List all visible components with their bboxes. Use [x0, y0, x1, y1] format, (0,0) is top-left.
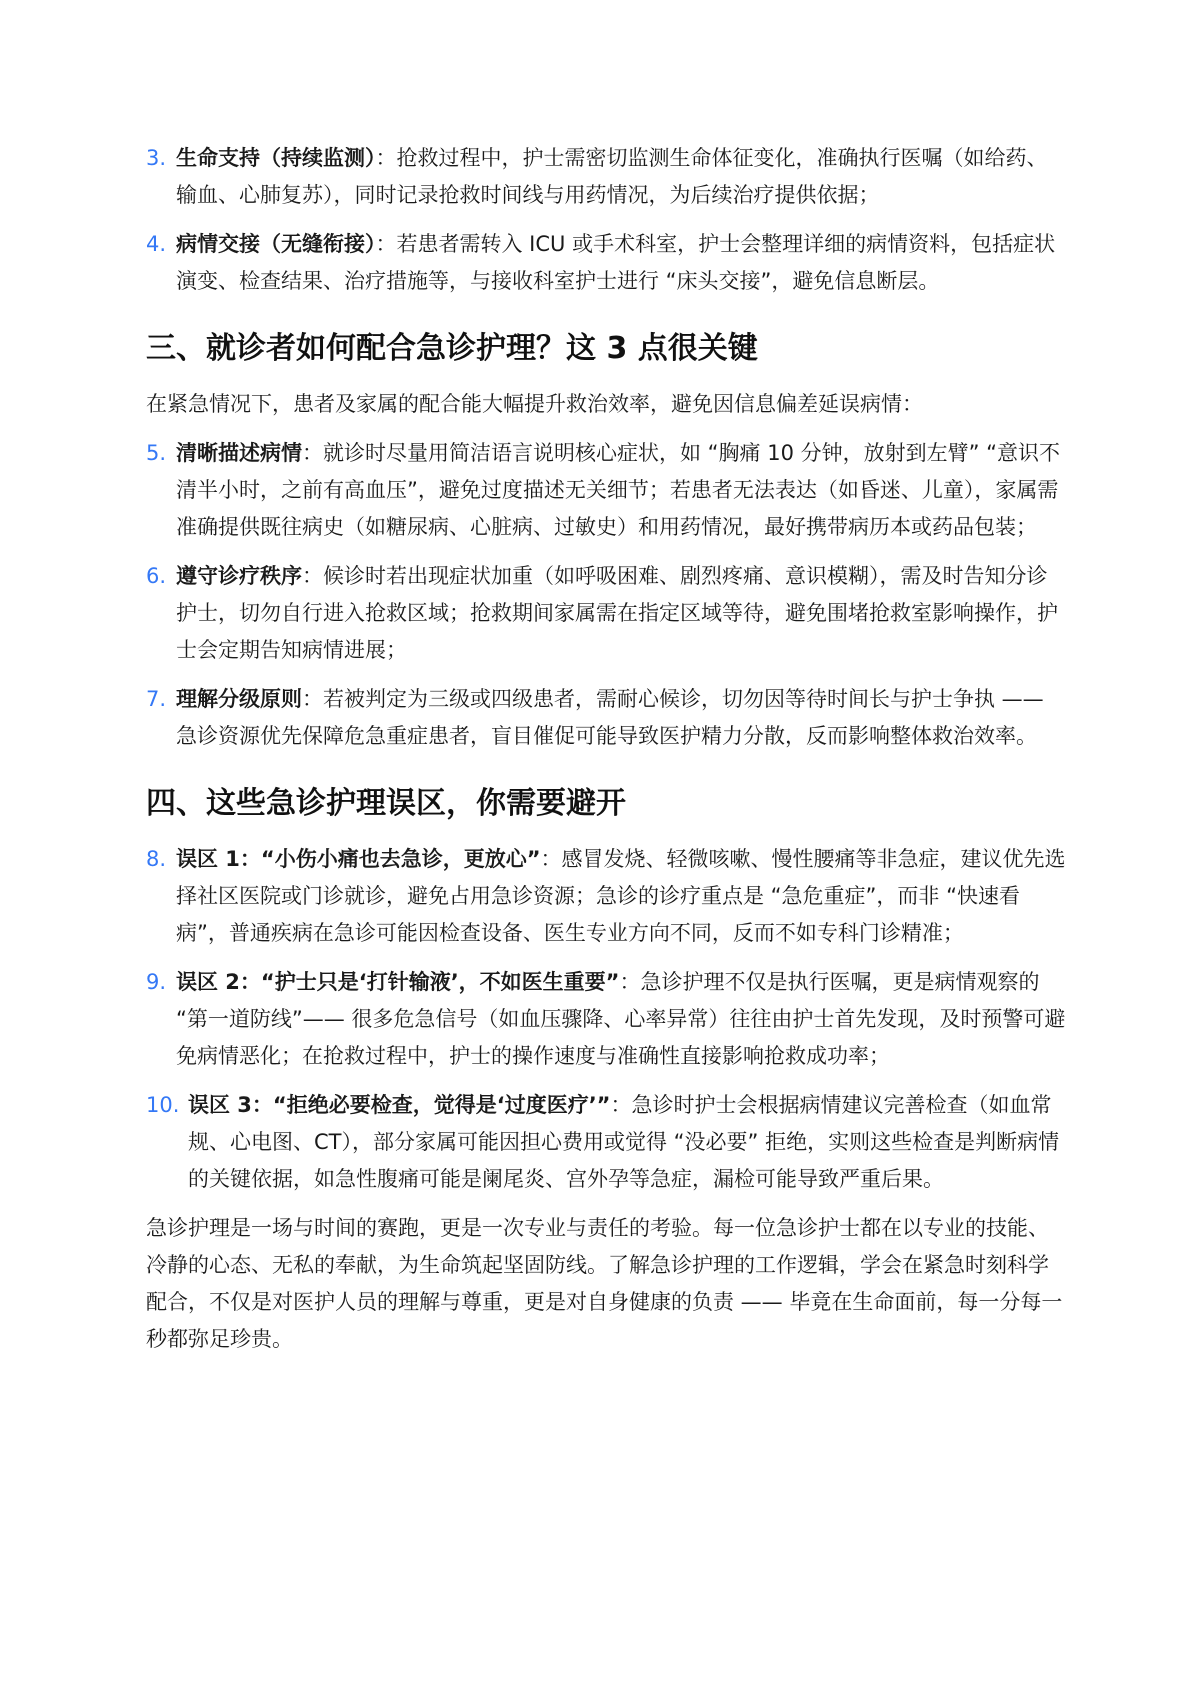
item-text: 感冒发烧、轻微咳嗽、慢性腰痛等非急症，建议优先选择社区医院或门诊就诊，避免占用急诊资源；急诊的诊疗重点是 “急危重症”，而非 “快速看病”，普通疾病在急诊可能因检查设备、医生专业方向不同，反而不如专科门诊精准； — [176, 847, 1066, 945]
item-text: 抢救过程中，护士需密切监测生命体征变化，准确执行医嘱（如给药、输血、心肺复苏），同时记录抢救时间线与用药情况，为后续治疗提供依据； — [176, 146, 1048, 207]
item-separator: ： — [302, 687, 323, 711]
section-intro: 在紧急情况下，患者及家属的配合能大幅提升救治效率，避免因信息偏差延误病情： — [146, 392, 923, 416]
item-separator: ： — [302, 441, 323, 465]
item-title: 病情交接（无缝衔接） — [176, 232, 376, 256]
list-item — [146, 140, 1066, 214]
item-title: 误区 2：“护士只是‘打针输液’，不如医生重要” — [176, 970, 620, 994]
list-number: 3. — [146, 146, 167, 170]
list-number: 8. — [146, 847, 167, 871]
list-number: 6. — [146, 564, 167, 588]
item-text: 候诊时若出现症状加重（如呼吸困难、剧烈疼痛、意识模糊），需及时告知分诊护士，切勿自行进入抢救区域；抢救期间家属需在指定区域等待，避免围堵抢救室影响操作，护士会定期告知病情进展； — [176, 564, 1058, 662]
item-text: 若被判定为三级或四级患者，需耐心候诊，切勿因等待时间长与护士争执 —— 急诊资源优先保障危急重症患者，盲目催促可能导致医护精力分散，反而影响整体救治效率。 — [176, 687, 1044, 748]
item-title: 清晰描述病情 — [176, 441, 302, 465]
list-number: 5. — [146, 441, 167, 465]
cooperation-tips-list — [146, 435, 1066, 755]
item-title: 误区 3：“拒绝必要检查，觉得是‘过度医疗’” — [188, 1093, 611, 1117]
item-text: 若患者需转入 ICU 或手术科室，护士会整理详细的病情资料，包括症状演变、检查结果、治疗措施等，与接收科室护士进行 “床头交接”，避免信息断层。 — [176, 232, 1056, 293]
list-item — [146, 841, 1066, 952]
list-number: 9. — [146, 970, 167, 994]
document-page — [146, 140, 1066, 1370]
item-separator: ： — [610, 1093, 632, 1117]
item-separator: ： — [375, 146, 397, 170]
item-title: 理解分级原则 — [176, 687, 302, 711]
item-separator: ： — [619, 970, 641, 994]
item-title: 误区 1：“小伤小痛也去急诊，更放心” — [176, 847, 541, 871]
list-item — [146, 1087, 1066, 1198]
item-separator: ： — [375, 232, 397, 256]
section-heading: 四、这些急诊护理误区，你需要避开 — [146, 786, 626, 821]
item-text: 急诊护理不仅是执行医嘱，更是病情观察的 “第一道防线”—— 很多危急信号（如血压骤降、心率异常）往往由护士首先发现，及时预警可避免病情恶化；在抢救过程中，护士的操作速度与准确性直接影响抢救成功率； — [176, 970, 1066, 1068]
item-separator: ： — [540, 847, 562, 871]
list-item — [146, 226, 1066, 300]
list-number: 7. — [146, 687, 167, 711]
list-item — [146, 681, 1066, 755]
list-number: 10. — [146, 1093, 180, 1117]
list-item — [146, 558, 1066, 669]
list-item — [146, 964, 1066, 1075]
list-number: 4. — [146, 232, 167, 256]
conclusion-paragraph: 急诊护理是一场与时间的赛跑，更是一次专业与责任的考验。每一位急诊护士都在以专业的技能、冷静的心态、无私的奉献，为生命筑起坚固防线。了解急诊护理的工作逻辑，学会在紧急时刻科学配合，不仅是对医护人员的理解与尊重，更是对自身健康的负责 —— 毕竟在生命面前，每一分每一秒都弥足珍贵。 — [146, 1216, 1063, 1351]
item-separator: ： — [302, 564, 323, 588]
item-text: 就诊时尽量用简洁语言说明核心症状，如 “胸痛 10 分钟，放射到左臂” “意识不清半小时，之前有高血压”，避免过度描述无关细节；若患者无法表达（如昏迷、儿童），家属需准确提供既往病史（如糖尿病、心脏病、过敏史）和用药情况，最好携带病历本或药品包装； — [176, 441, 1061, 539]
item-title: 遵守诊疗秩序 — [176, 564, 302, 588]
list-item — [146, 435, 1066, 546]
item-title: 生命支持（持续监测） — [176, 146, 376, 170]
section-heading: 三、就诊者如何配合急诊护理？这 3 点很关键 — [146, 331, 758, 366]
misconceptions-list — [146, 841, 1066, 1198]
item-text: 急诊时护士会根据病情建议完善检查（如血常规、心电图、CT），部分家属可能因担心费用或觉得 “没必要” 拒绝，实则这些检查是判断病情的关键依据，如急性腹痛可能是阑尾炎、宫外孕等急症，漏检可能导致严重后果。 — [188, 1093, 1060, 1191]
care-process-list — [146, 140, 1066, 300]
